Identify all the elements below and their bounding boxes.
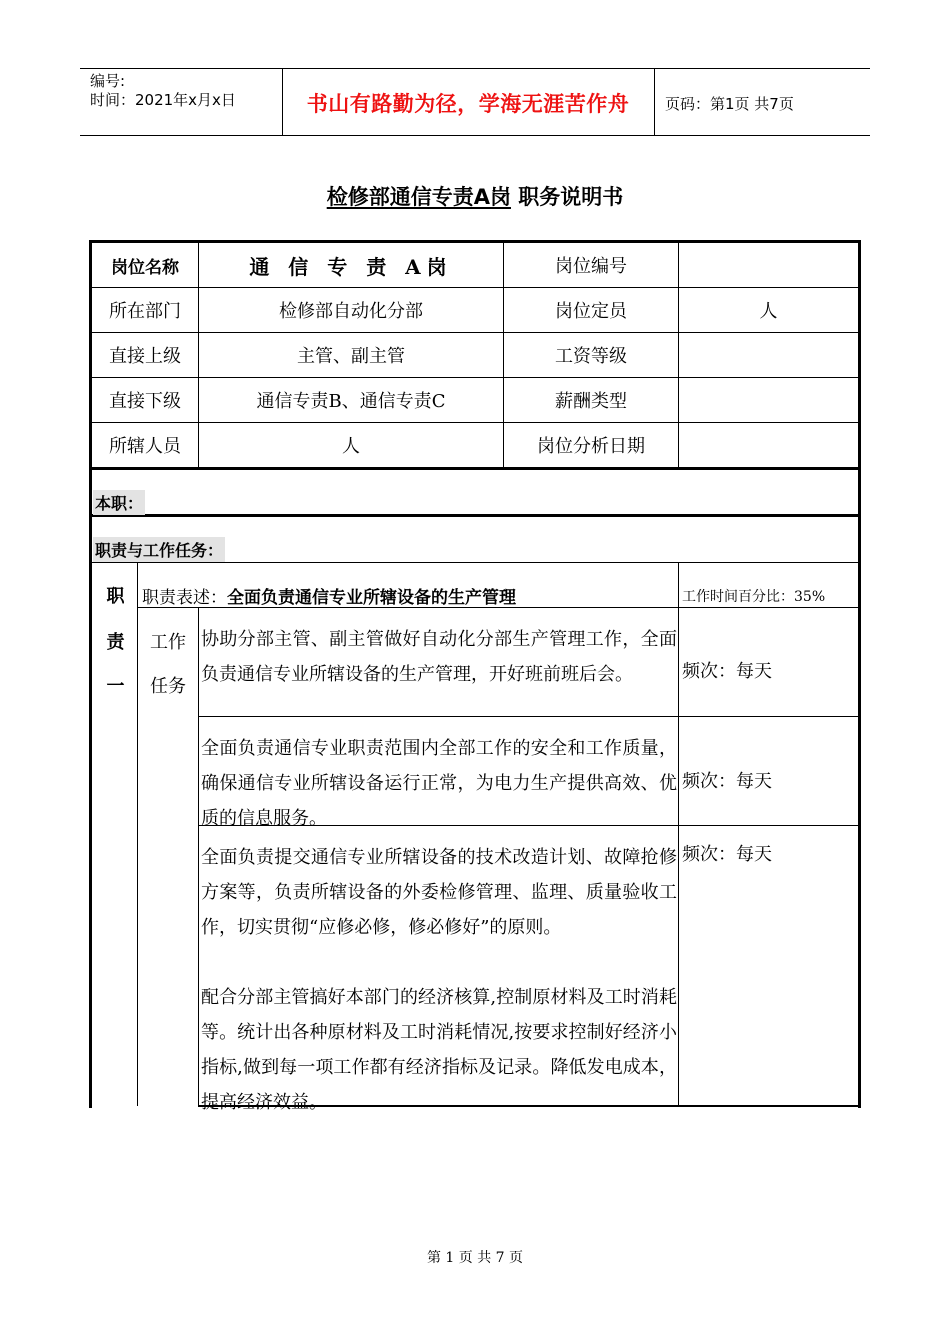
task-frequency: 频次：每天 — [682, 771, 772, 792]
duty-side-char: 一 — [106, 676, 125, 697]
value-department: 检修部自动化分部 — [279, 301, 423, 322]
label-salary-grade: 工资等级 — [555, 346, 627, 367]
table-right-border — [858, 240, 861, 1108]
header-page-info: 页码：第1页 共7页 — [665, 95, 794, 113]
page-footer: 第 1 页 共 7 页 — [426, 1250, 524, 1266]
label-analysis-date: 岗位分析日期 — [537, 436, 645, 457]
task-label-char: 任务 — [150, 676, 186, 697]
value-direct-subordinate: 通信专责B、通信专责C — [256, 391, 446, 412]
row-line — [92, 562, 858, 563]
title-underlined-part: 检修部通信专责A岗 — [326, 185, 511, 209]
duty-description — [142, 583, 516, 608]
header-top-rule — [80, 68, 870, 69]
task-frequency: 频次：每天 — [682, 661, 772, 682]
value-staff-managed: 人 — [342, 436, 360, 457]
doc-time-label: 时间：2021年x月x日 — [90, 91, 236, 109]
value-direct-superior: 主管、副主管 — [297, 346, 405, 367]
label-staff-managed: 所辖人员 — [109, 436, 181, 457]
task-text: 全面负责提交通信专业所辖设备的技术改造计划、故障抢修方案等，负责所辖设备的外委检修管理、监理、质量验收工作，切实贯彻“应修必修，修必修好”的原则。 — [201, 847, 677, 938]
duty-col-line — [678, 563, 679, 1106]
value-salary-grade — [679, 333, 858, 377]
task-text: 全面负责通信专业职责范围内全部工作的安全和工作质量，确保通信专业所辖设备运行正常，为电力生产提供高效、优质的信息服务。 — [201, 738, 677, 829]
label-direct-subordinate: 直接下级 — [109, 391, 181, 412]
document-title — [0, 181, 950, 211]
section-duties: 职责与工作任务： — [93, 537, 225, 562]
value-pay-type — [679, 378, 858, 422]
section-benzhi: 本职： — [93, 490, 145, 515]
label-pay-type: 薪酬类型 — [555, 391, 627, 412]
task-frequency: 频次：每天 — [682, 844, 772, 865]
duty-time-percent: 工作时间百分比：35% — [682, 589, 826, 605]
label-headcount: 岗位定员 — [555, 301, 627, 322]
header-motto: 书山有路勤为径，学海无涯苦作舟 — [306, 92, 630, 116]
value-analysis-date — [679, 423, 858, 467]
task-label-char: 工作 — [150, 632, 186, 653]
header-bottom-rule — [80, 135, 870, 136]
value-headcount: 人 — [759, 301, 778, 322]
value-position-name: 通 信 专 责 A岗 — [249, 254, 453, 279]
header-divider-right — [654, 68, 655, 136]
task-col-line — [198, 607, 199, 1106]
label-department: 所在部门 — [109, 301, 181, 322]
label-position-name: 岗位名称 — [111, 257, 179, 278]
row-line-thick — [92, 514, 858, 517]
title-rest: 职务说明书 — [510, 185, 624, 209]
row-line-thick — [92, 467, 858, 470]
task-row-line — [198, 716, 858, 717]
duty-side-char: 责 — [106, 632, 125, 653]
duty-desc-label: 职责表述： — [142, 588, 227, 608]
label-position-number: 岗位编号 — [555, 256, 627, 277]
task-text: 配合分部主管搞好本部门的经济核算,控制原材料及工时消耗等。统计出各种原材料及工时消耗情况,按要求控制好经济小指标,做到每一项工作都有经济指标及记录。降低发电成本，提高经济效益。 — [201, 987, 677, 1113]
value-position-number — [679, 243, 858, 287]
task-text: 协助分部主管、副主管做好自动化分部生产管理工作，全面负责通信专业所辖设备的生产管理，开好班前班后会。 — [201, 629, 677, 685]
duty-side-char: 职 — [106, 586, 125, 607]
duty-desc-text: 全面负责通信专业所辖设备的生产管理 — [227, 588, 516, 608]
label-direct-superior: 直接上级 — [109, 346, 181, 367]
doc-number-label: 编号: — [90, 72, 126, 90]
